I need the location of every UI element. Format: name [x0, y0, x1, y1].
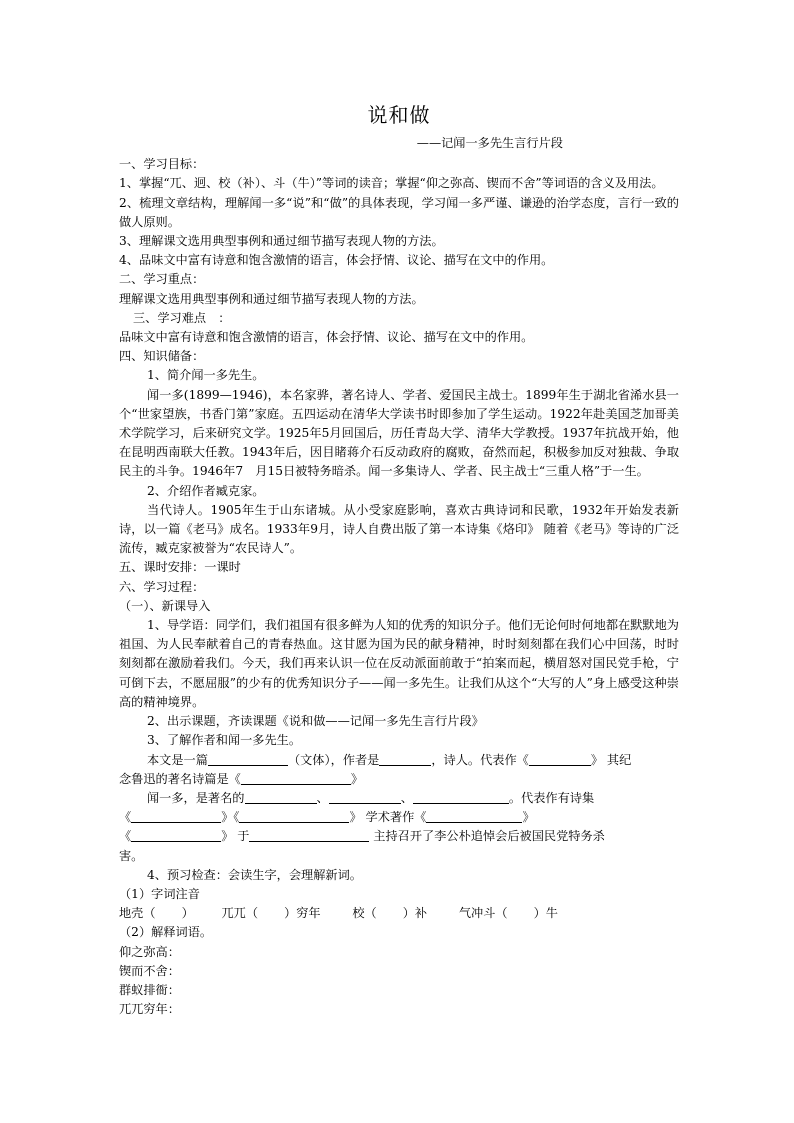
paragraph-zangkejia: 当代诗人。1905年生于山东诸城。从小受家庭影响，喜欢古典诗词和民歌，1932年开始发表新诗，以一篇《老马》成名。1933年9月，诗人自费出版了第一本诗集《烙印》 随着《老马》等诗的广泛流传，臧克家被誉为“农民诗人”。	[119, 502, 679, 556]
difficulty-text: 品味文中富有诗意和饱含激情的语言，体会抒情、议论、描写在文中的作用。	[119, 330, 534, 345]
blank-author[interactable]	[379, 751, 431, 766]
blank-poetry-1[interactable]	[131, 808, 221, 823]
fill-line-1: 本文是一篇 （文体），作者是 ，诗人。代表作《 》 其纪	[147, 752, 632, 767]
paragraph-intro: 1、导学语：同学们，我们祖国有很多鲜为人知的优秀的知识分子。他们无论何时何地都在默默地为祖国、为人民奉献着自己的青春热血。这甘愿为国为民的献身精神，时时刻刻都在我们心中回荡，时时刻刻都在激励着我们。今天，我们再来认识一位在反动派面前敢于“拍案而起，横眉怒对国民党手枪，宁可倒下去，不愿屈服”的少有的优秀知识分子——闻一多先生。让我们从这个“大写的人”身上感受这种崇高的精神境界。	[119, 618, 679, 709]
blank-genre[interactable]	[208, 751, 288, 766]
pinyin-line: 地壳（ ） 兀兀（ ）穷年 校（ ）补 气冲斗（ ）牛	[119, 906, 558, 921]
step-preview: 4、预习检查：会读生字，会理解新词。	[147, 867, 362, 882]
subheading-intro: （一）、新课导入	[119, 598, 211, 613]
definition-term: 群蚁排衙：	[119, 982, 180, 997]
fill-line-5: 《 》 于 主持召开了李公朴追悼会后被国民党特务杀	[119, 829, 605, 844]
subheading-wenyiduo: 1、简介闻一多先生。	[147, 368, 265, 383]
section-heading-goals: 一、学习目标：	[119, 157, 205, 172]
goal-item: 2、梳理文章结构，理解闻一多“说”和“做”的具体表现，学习闻一多严谨、谦逊的治学态度，言行一致的做人原则。	[119, 195, 679, 229]
blank-academic-work-1[interactable]	[426, 808, 522, 823]
focus-text: 理解课文选用典型事例和通过细节描写表现人物的方法。	[119, 291, 424, 306]
fill-line-3: 闻一多，是著名的 、 、 。代表作有诗集	[147, 790, 595, 805]
definition-term: 仰之弥高：	[119, 944, 180, 959]
fill-line-2: 念鲁迅的著名诗篇是《 》	[119, 771, 364, 786]
section-heading-knowledge: 四、知识储备：	[119, 349, 205, 364]
blank-identity-3[interactable]	[413, 789, 509, 804]
blank-poetry-2[interactable]	[239, 808, 349, 823]
subheading-definitions: （2）解释词语。	[119, 925, 213, 940]
blank-identity-2[interactable]	[329, 789, 401, 804]
page-title: 说和做	[367, 103, 431, 127]
subheading-pinyin: （1）字词注音	[119, 886, 200, 901]
goal-item: 4、品味文中富有诗意和饱含激情的语言，体会抒情、议论、描写在文中的作用。	[119, 253, 554, 268]
blank-representative-work[interactable]	[529, 751, 591, 766]
section-heading-focus: 二、学习重点：	[119, 272, 205, 287]
section-heading-difficulty: 三、学习难点 ：	[133, 310, 231, 325]
blank-academic-work-2[interactable]	[131, 827, 221, 842]
paragraph-wenyiduo: 闻一多(1899—1946)，本名家骅，著名诗人、学者、爱国民主战士。1899年生于湖北省浠水县一个“世家望族，书香门第”家庭。五四运动在清华大学读书时即参加了学生运动。1922年赴美国芝加哥美术学院学习，后来研究文学。1925年5月回国后，历任青岛大学、清华大学教授。1937年抗战开始，他在昆明西南联大任教。1943年后，因目睹蒋介石反动政府的腐败，奋然而起，积极参加反对独裁、争取民主的斗争。1946年7 月15日被特务暗杀。闻一多集诗人、学者、民主战士“三重人格”于一生。	[119, 387, 679, 479]
step-author: 3、了解作者和闻一多先生。	[147, 733, 302, 748]
definition-term: 锲而不舍：	[119, 963, 180, 978]
blank-date[interactable]	[249, 827, 369, 842]
blank-lu-xun-poem[interactable]	[241, 770, 351, 785]
fill-line-6: 害。	[119, 848, 144, 863]
section-heading-schedule: 五、课时安排：一课时	[119, 560, 241, 575]
definition-term: 兀兀穷年：	[119, 1002, 180, 1017]
page-subtitle: ——记闻一多先生言行片段	[416, 136, 563, 150]
fill-line-4: 《 》《 》 学术著作《 》	[119, 810, 535, 825]
goal-item: 1、掌握“兀、迥、校（补）、斗（牛）”等词的读音；掌握“仰之弥高、锲而不舍”等词语的含义及用法。	[119, 176, 664, 191]
step-title: 2、出示课题，齐读课题《说和做——记闻一多先生言行片段》	[147, 714, 484, 729]
blank-identity-1[interactable]	[245, 789, 317, 804]
document-page	[119, 100, 679, 1019]
goal-item: 3、理解课文选用典型事例和通过细节描写表现人物的方法。	[119, 234, 444, 249]
subheading-zangkejia: 2、介绍作者臧克家。	[147, 483, 265, 498]
section-heading-process: 六、学习过程：	[119, 579, 205, 594]
